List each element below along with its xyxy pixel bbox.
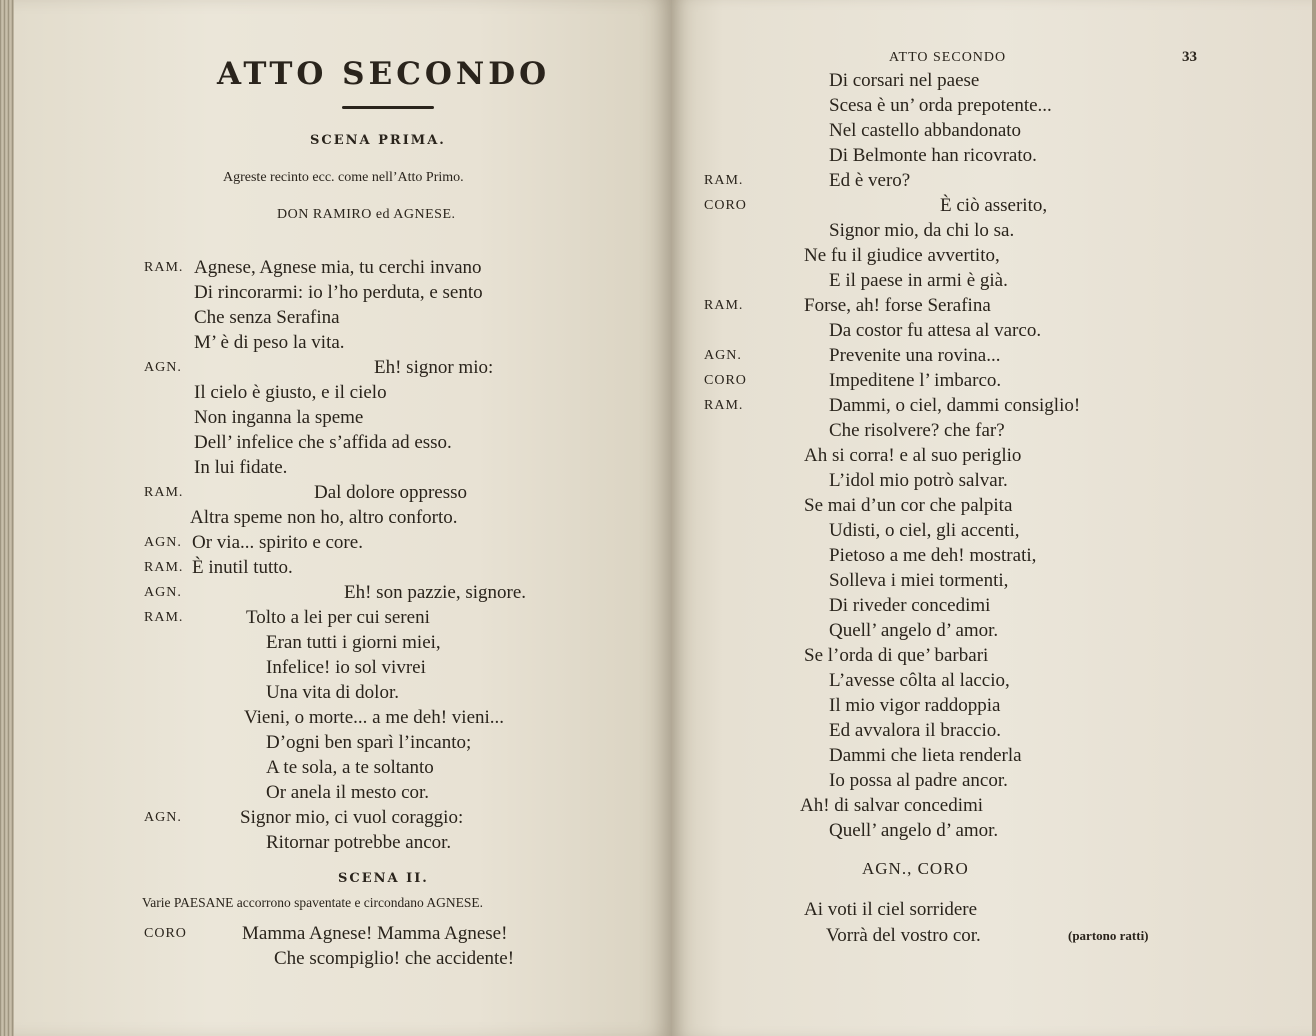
speaker-label: RAM. [704, 298, 744, 313]
verse-line: Di rincorarmi: io l’ho perduta, e sento [194, 282, 483, 303]
verse-line: Dal dolore oppresso [314, 482, 468, 503]
verse-line: L’avesse côlta al laccio, [829, 670, 1010, 691]
speaker-label: CORO [704, 198, 747, 213]
verse-line: Di Belmonte han ricovrato. [829, 145, 1037, 166]
verse-line: Eh! son pazzie, signore. [344, 582, 527, 603]
verse-line: Dammi, o ciel, dammi consiglio! [829, 395, 1081, 416]
verse-line: M’ è di peso la vita. [194, 332, 345, 353]
speaker-label: AGN. [144, 810, 182, 825]
verse-line: Ah! di salvar concedimi [800, 795, 984, 816]
left-page [14, 0, 672, 1036]
speaker-label: AGN. [704, 348, 742, 363]
verse-line: Agnese, Agnese mia, tu cerchi invano [194, 257, 482, 278]
verse-line: Di riveder concedimi [829, 595, 991, 616]
verse-line: Quell’ angelo d’ amor. [829, 820, 999, 841]
speaker-label: RAM. [704, 173, 744, 188]
verse-line: Scesa è un’ orda prepotente... [829, 95, 1052, 116]
verse-line: Vieni, o morte... a me deh! vieni... [244, 707, 505, 728]
scene-heading: SCENA PRIMA. [310, 133, 446, 148]
act-title: ATTO SECONDO [217, 56, 551, 92]
verse-line: Da costor fu attesa al varco. [829, 320, 1042, 341]
verse-line: In lui fidate. [194, 457, 288, 478]
verse-line: Udisti, o ciel, gli accenti, [829, 520, 1020, 541]
verse-line: Non inganna la speme [194, 407, 364, 428]
verse-line: Quell’ angelo d’ amor. [829, 620, 999, 641]
verse-line: Una vita di dolor. [266, 682, 399, 703]
verse-line: È ciò asserito, [940, 195, 1048, 216]
verse-line: Il mio vigor raddoppia [829, 695, 1001, 716]
verse-line: Infelice! io sol vivrei [266, 657, 426, 678]
running-head: ATTO SECONDO [889, 50, 1007, 65]
speaker-heading: AGN., CORO [862, 859, 969, 878]
verse-line: A te sola, a te soltanto [266, 757, 434, 778]
verse-line: Di corsari nel paese [829, 70, 980, 91]
verse-line: Ed è vero? [829, 170, 911, 191]
verse-line: Ne fu il giudice avvertito, [804, 245, 1000, 266]
title-rule [342, 106, 434, 109]
page-number: 33 [1182, 49, 1197, 65]
verse-line: Dell’ infelice che s’affida ad esso. [194, 432, 452, 453]
verse-line: Signor mio, da chi lo sa. [829, 220, 1015, 241]
verse-line: Ai voti il ciel sorridere [804, 899, 978, 920]
verse-line: Or via... spirito e core. [192, 532, 363, 553]
scene-setting: Agreste recinto ecc. come nell’Atto Primo. [223, 170, 464, 185]
verse-line: Ah si corra! e al suo periglio [804, 445, 1022, 466]
verse-line: Altra speme non ho, altro conforto. [190, 507, 458, 528]
speaker-label: AGN. [144, 585, 182, 600]
verse-line: Nel castello abbandonato [829, 120, 1022, 141]
speaker-label: RAM. [144, 560, 184, 575]
speaker-label: RAM. [144, 610, 184, 625]
verse-line: Eh! signor mio: [374, 357, 494, 378]
scene-heading-2: SCENA II. [338, 871, 429, 886]
verse-line: L’idol mio potrò salvar. [829, 470, 1008, 491]
verse-line: Forse, ah! forse Serafina [804, 295, 991, 316]
verse-line: Io possa al padre ancor. [829, 770, 1008, 791]
speaker-label: RAM. [144, 485, 184, 500]
verse-line: Che senza Serafina [194, 307, 340, 328]
verse-line: Il cielo è giusto, e il cielo [194, 382, 387, 403]
verse-line: È inutil tutto. [192, 557, 293, 578]
scene-characters: DON RAMIRO ed AGNESE. [277, 207, 456, 222]
verse-line: E il paese in armi è già. [829, 270, 1008, 291]
verse-line: Che risolvere? che far? [829, 420, 1005, 441]
verse-line: Ed avvalora il braccio. [829, 720, 1001, 741]
verse-line: D’ogni ben sparì l’incanto; [266, 732, 472, 753]
verse-line: Ritornar potrebbe ancor. [266, 832, 452, 853]
verse-line: Eran tutti i giorni miei, [266, 632, 441, 653]
verse-line: Dammi che lieta renderla [829, 745, 1022, 766]
verse-line: Se mai d’un cor che palpita [804, 495, 1013, 516]
verse-line: Prevenite una rovina... [829, 345, 1001, 366]
verse-line: Or anela il mesto cor. [266, 782, 430, 803]
speaker-label: CORO [704, 373, 747, 388]
verse-line: Mamma Agnese! Mamma Agnese! [242, 923, 508, 944]
verse-line: Signor mio, ci vuol coraggio: [240, 807, 464, 828]
scene-setting-2: Varie PAESANE accorrono spaventate e circondano AGNESE. [142, 895, 484, 910]
stage-direction: (partono ratti) [1068, 928, 1149, 943]
verse-line: Vorrà del vostro cor. [826, 925, 981, 946]
speaker-label: CORO [144, 926, 187, 941]
verse-line: Che scompiglio! che accidente! [274, 948, 515, 969]
speaker-label: AGN. [144, 360, 182, 375]
verse-line: Tolto a lei per cui sereni [246, 607, 430, 628]
speaker-label: RAM. [704, 398, 744, 413]
speaker-label: RAM. [144, 260, 184, 275]
verse-line: Se l’orda di que’ barbari [804, 645, 989, 666]
verse-line: Impeditene l’ imbarco. [829, 370, 1002, 391]
speaker-label: AGN. [144, 535, 182, 550]
verse-line: Solleva i miei tormenti, [829, 570, 1009, 591]
right-page [672, 0, 1312, 1036]
verse-line: Pietoso a me deh! mostrati, [829, 545, 1037, 566]
